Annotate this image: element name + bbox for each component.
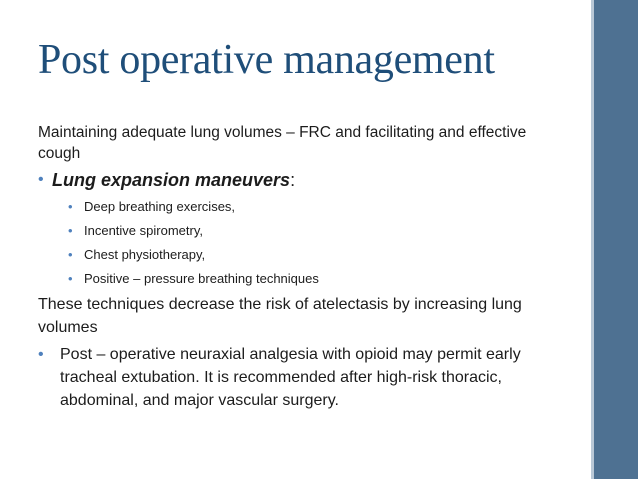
sub-bullet-item <box>38 219 558 243</box>
technique-paragraph: These techniques decrease the risk of atelectasis by increasing lung volumes <box>38 296 522 336</box>
slide-content <box>38 122 558 412</box>
main-bullet-suffix: : <box>290 170 296 190</box>
sub-bullet-text: Incentive spirometry, <box>84 223 203 238</box>
sub-bullet-item <box>38 243 558 267</box>
slide-title: Post operative management <box>38 37 495 83</box>
sub-bullet-item <box>38 267 558 291</box>
sub-bullet-item <box>38 195 558 219</box>
bullet-icon: • <box>38 171 44 188</box>
main-bullet <box>38 167 558 193</box>
bullet-icon: • <box>38 346 44 363</box>
main-bullet-emphasis: Lung expansion maneuvers <box>52 170 291 190</box>
bullet-icon: • <box>68 247 73 262</box>
sub-bullet-text: Positive – pressure breathing techniques <box>84 271 319 286</box>
bullet-icon: • <box>68 199 73 214</box>
sub-bullet-text: Chest physiotherapy, <box>84 247 206 262</box>
sub-bullet-list <box>38 195 558 291</box>
bullet-icon: • <box>68 223 73 238</box>
bullet-icon: • <box>68 271 73 286</box>
final-bullet <box>38 343 558 412</box>
intro-text: Maintaining adequate lung volumes – FRC and facilitating and effective cough <box>38 124 527 162</box>
sub-bullet-text: Deep breathing exercises, <box>84 199 236 214</box>
final-bullet-text: Post – operative neuraxial analgesia with opioid may permit early tracheal extubation. It is recommended after high-risk thoracic, abdominal, and major vascular surgery. <box>60 346 521 409</box>
accent-bar <box>594 0 638 479</box>
